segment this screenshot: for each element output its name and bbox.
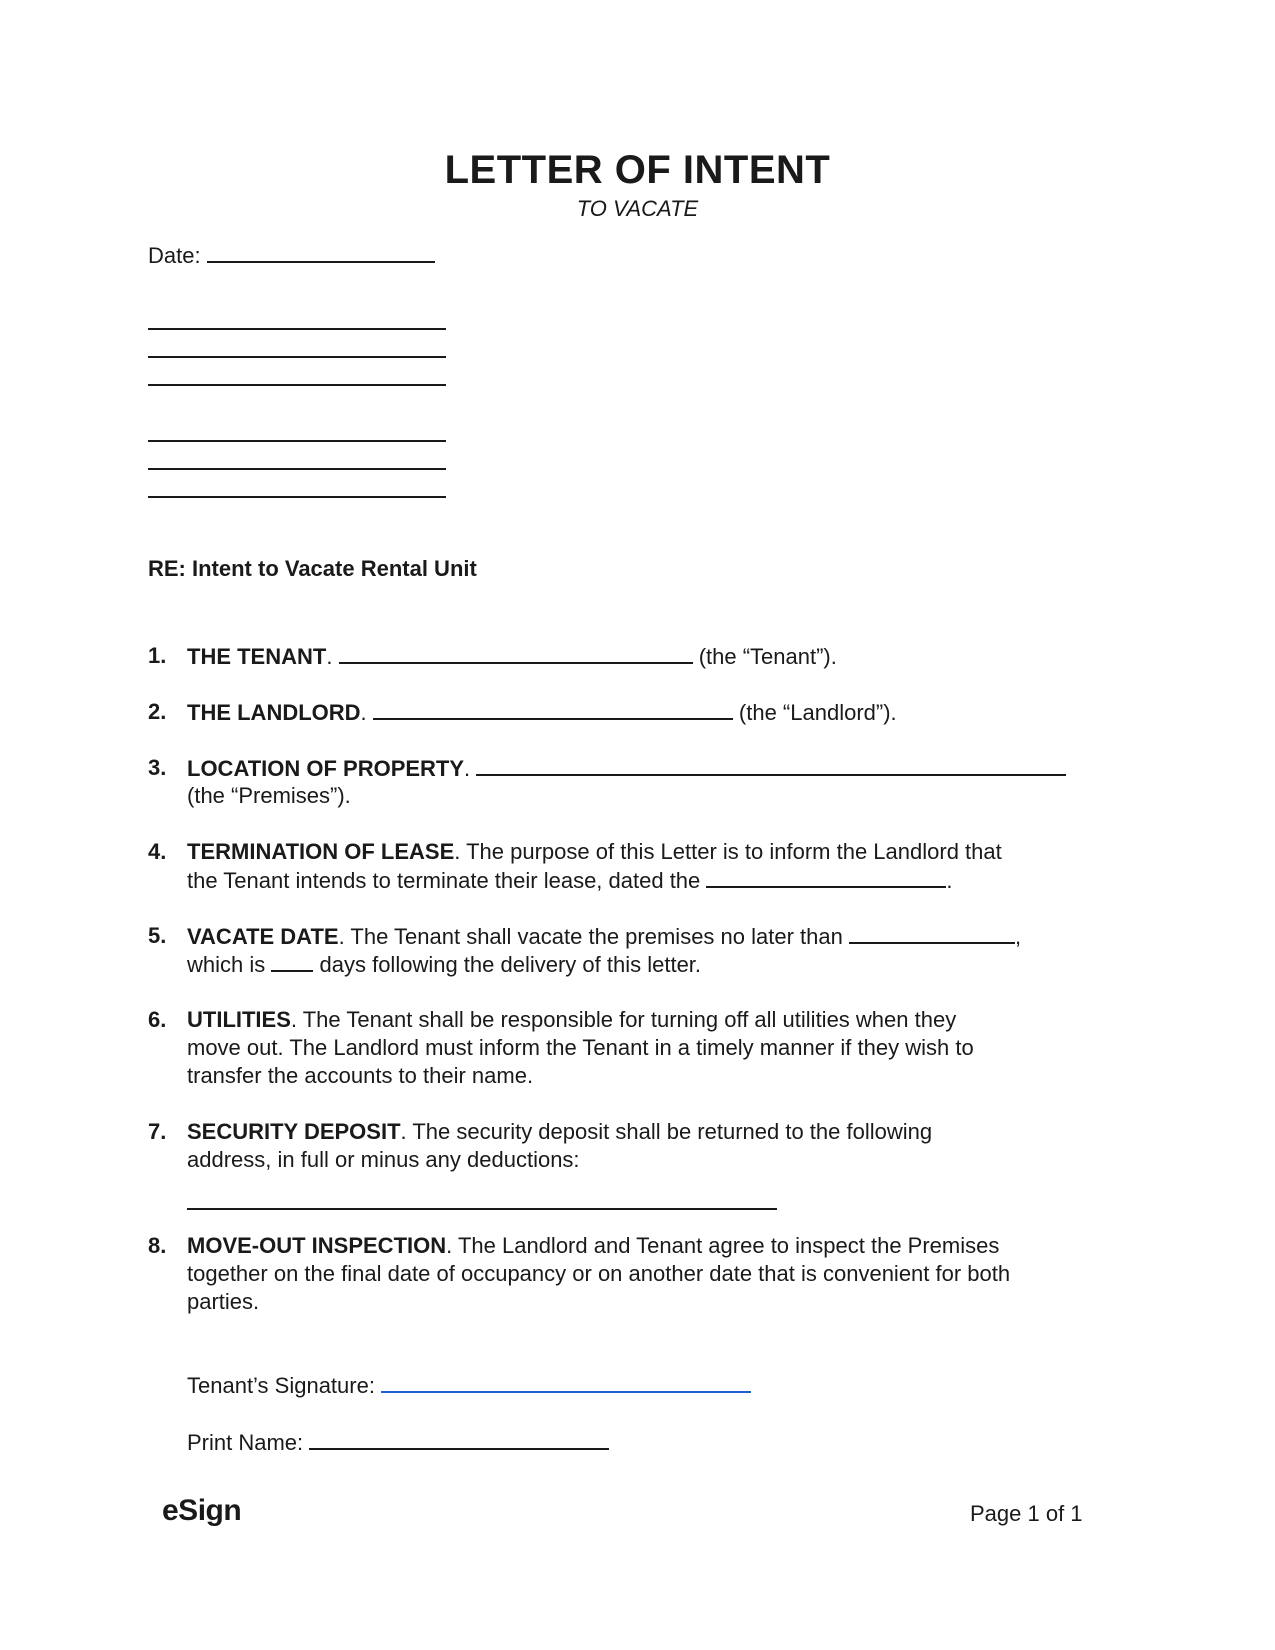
page-number: Page 1 of 1 — [970, 1501, 1083, 1526]
section-4-text2: the Tenant intends to terminate their lease, dated the — [187, 868, 701, 893]
sender-line-2[interactable] — [148, 468, 446, 470]
section-5-number: 5. — [148, 923, 167, 948]
document-title: LETTER OF INTENT — [444, 148, 831, 192]
property-location-field[interactable] — [476, 754, 1066, 776]
section-5-text1: The Tenant shall vacate the premises no later than — [344, 924, 843, 949]
section-5-line1: VACATE DATE. The Tenant shall vacate the premises no later than , — [187, 924, 1022, 949]
section-3-number: 3. — [148, 755, 167, 780]
section-6-heading: UTILITIES — [187, 1007, 291, 1032]
recipient-line-1[interactable] — [148, 328, 446, 330]
section-3-line2: (the “Premises”). — [187, 783, 351, 808]
lease-date-field[interactable] — [706, 866, 946, 888]
landlord-name-field[interactable] — [373, 698, 733, 720]
signature-field[interactable] — [381, 1371, 751, 1393]
section-2-suffix: (the “Landlord”). — [738, 700, 897, 725]
recipient-line-2[interactable] — [148, 356, 446, 358]
section-4-text1: The purpose of this Letter is to inform the Landlord that — [460, 839, 1002, 864]
print-name-field[interactable] — [309, 1428, 609, 1450]
section-8-text1: The Landlord and Tenant agree to inspect the Premises — [452, 1233, 1000, 1258]
section-6-text1: The Tenant shall be responsible for turning off all utilities when they — [297, 1007, 957, 1032]
deposit-address-field[interactable] — [187, 1208, 777, 1210]
date-row — [148, 241, 435, 270]
section-5-line2 — [187, 950, 701, 979]
section-2: THE LANDLORD. (the “Landlord”). — [187, 700, 897, 725]
document-subtitle: TO VACATE — [576, 196, 699, 221]
date-label: Date: — [148, 243, 201, 268]
signature-row — [187, 1371, 751, 1400]
tenant-name-field[interactable] — [339, 642, 693, 664]
section-4-heading: TERMINATION OF LEASE — [187, 839, 455, 864]
section-7-heading: SECURITY DEPOSIT — [187, 1119, 401, 1144]
sender-line-3[interactable] — [148, 496, 446, 498]
section-7-line2: address, in full or minus any deductions: — [187, 1147, 580, 1172]
section-1-number: 1. — [148, 643, 167, 668]
section-8-heading: MOVE-OUT INSPECTION — [187, 1233, 447, 1258]
section-2-heading: THE LANDLORD — [187, 700, 361, 725]
section-3: LOCATION OF PROPERTY. — [187, 754, 1066, 783]
section-4-line1: TERMINATION OF LEASE. The purpose of this Letter is to inform the Landlord that — [187, 839, 1002, 864]
section-8-line3: parties. — [187, 1289, 260, 1314]
section-3-heading: LOCATION OF PROPERTY — [187, 756, 465, 781]
days-field[interactable] — [271, 950, 313, 972]
section-1: THE TENANT. (the “Tenant”). — [187, 644, 837, 669]
section-7-line1: SECURITY DEPOSIT. The security deposit shall be returned to the following — [187, 1119, 933, 1144]
recipient-line-3[interactable] — [148, 384, 446, 386]
section-2-number: 2. — [148, 699, 167, 724]
section-7-number: 7. — [148, 1119, 167, 1144]
section-8-number: 8. — [148, 1233, 167, 1258]
section-6-number: 6. — [148, 1007, 167, 1032]
section-7-text1: The security deposit shall be returned to the following — [406, 1119, 933, 1144]
signature-label: Tenant’s Signature: — [187, 1373, 375, 1398]
print-name-label: Print Name: — [187, 1430, 304, 1455]
section-6-line3: transfer the accounts to their name. — [187, 1063, 534, 1088]
section-6-line1: UTILITIES. The Tenant shall be responsible for turning off all utilities when they — [187, 1007, 957, 1032]
vacate-date-field[interactable] — [849, 922, 1015, 944]
section-1-suffix: (the “Tenant”). — [698, 644, 837, 669]
section-8-line1: MOVE-OUT INSPECTION. The Landlord and Tenant agree to inspect the Premises — [187, 1233, 1000, 1258]
section-4-line2: the Tenant intends to terminate their lease, dated the . — [187, 868, 953, 893]
section-5-heading: VACATE DATE — [187, 924, 339, 949]
date-field[interactable] — [207, 241, 435, 263]
section-6-line2: move out. The Landlord must inform the Tenant in a timely manner if they wish to — [187, 1035, 974, 1060]
section-8-line2: together on the final date of occupancy or on another date that is convenient for both — [187, 1261, 1011, 1286]
section-1-heading: THE TENANT — [187, 644, 327, 669]
esign-logo: eSign — [162, 1494, 242, 1527]
section-4-number: 4. — [148, 839, 167, 864]
re-line: RE: Intent to Vacate Rental Unit — [148, 556, 477, 581]
print-name-row — [187, 1428, 609, 1457]
section-5-text2b: days following the delivery of this letter. — [319, 952, 702, 977]
section-5-text2a: which is — [187, 952, 266, 977]
sender-line-1[interactable] — [148, 440, 446, 442]
